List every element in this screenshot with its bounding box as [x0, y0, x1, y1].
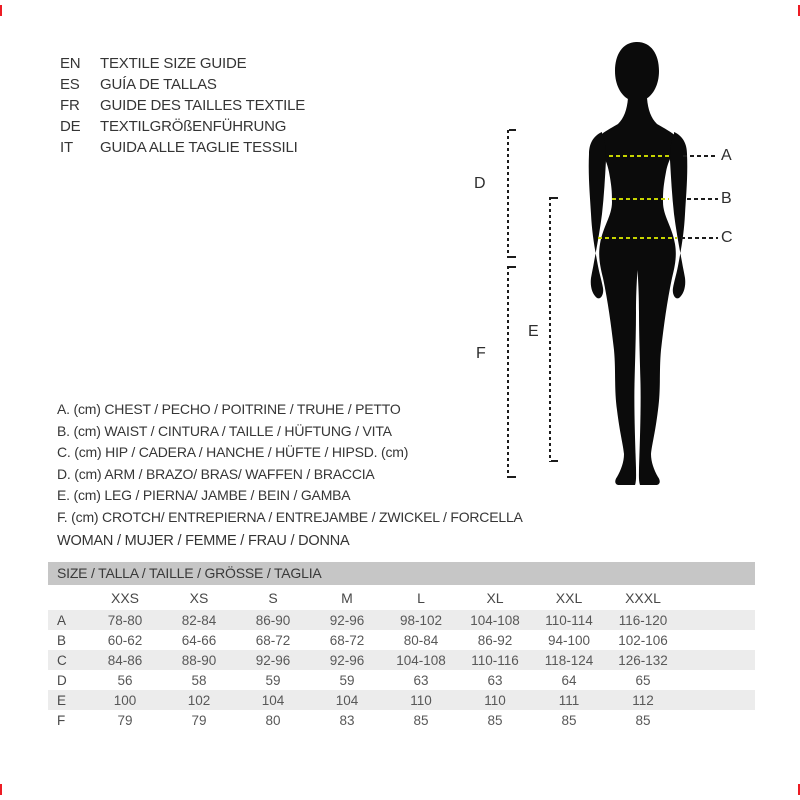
size-value-cell: 86-90 — [255, 612, 291, 628]
woman-silhouette — [578, 38, 698, 498]
size-column-header: XL — [486, 589, 504, 606]
marker-label-d: D — [474, 175, 486, 192]
size-table-header-bar: SIZE / TALLA / TAILLE / GRÖSSE / TAGLIA — [48, 562, 755, 585]
marker-label-c: C — [721, 229, 733, 246]
measure-tick-f-top — [509, 266, 516, 268]
language-code: EN — [60, 55, 81, 72]
language-code: DE — [60, 118, 81, 135]
size-value-cell: 59 — [265, 672, 281, 688]
size-column-header: S — [268, 589, 278, 606]
size-value-cell: 111 — [558, 692, 580, 708]
marker-label-a: A — [721, 147, 732, 164]
corner-mark-top-left — [0, 5, 2, 16]
language-title: GUIDA ALLE TAGLIE TESSILI — [100, 139, 298, 156]
size-table-row — [48, 650, 755, 670]
size-column-header: XXL — [555, 589, 583, 606]
size-row-label: E — [57, 692, 67, 708]
size-value-cell: 104-108 — [396, 652, 446, 668]
size-column-header: XXXL — [625, 589, 661, 606]
size-value-cell: 116-120 — [618, 612, 668, 628]
measure-line-b-leader — [687, 198, 718, 200]
size-value-cell: 85 — [487, 712, 503, 728]
language-row — [60, 137, 305, 158]
size-row-label: B — [57, 632, 67, 648]
language-code: IT — [60, 139, 73, 156]
marker-label-e: E — [528, 323, 539, 340]
marker-label-b: B — [721, 190, 732, 207]
size-value-cell: 64-66 — [181, 632, 217, 648]
size-table — [48, 562, 755, 730]
size-table-row — [48, 630, 755, 650]
measurement-legend — [57, 399, 523, 528]
legend-line: E. (cm) LEG / PIERNA/ JAMBE / BEIN / GAMBA — [57, 487, 351, 503]
size-value-cell: 102 — [187, 692, 211, 708]
language-row — [60, 116, 305, 137]
size-value-cell: 102-106 — [618, 632, 668, 648]
measure-line-c-accent — [598, 237, 677, 239]
size-column-header: XXS — [110, 589, 139, 606]
size-table-row — [48, 670, 755, 690]
legend-line: A. (cm) CHEST / PECHO / POITRINE / TRUHE / PETTO — [57, 401, 401, 417]
size-value-cell: 58 — [191, 672, 207, 688]
size-value-cell: 110 — [484, 692, 506, 708]
language-title: TEXTILGRÖßENFÜHRUNG — [100, 118, 287, 135]
measure-tick-d-bottom — [509, 256, 516, 258]
measure-line-e — [549, 197, 551, 462]
size-value-cell: 104 — [335, 692, 359, 708]
language-title-list — [60, 53, 305, 158]
size-value-cell: 104-108 — [470, 612, 520, 628]
size-value-cell: 79 — [191, 712, 207, 728]
measure-line-a-leader — [683, 155, 717, 157]
size-value-cell: 104 — [261, 692, 285, 708]
language-row — [60, 95, 305, 116]
size-value-cell: 79 — [117, 712, 133, 728]
size-value-cell: 64 — [561, 672, 577, 688]
size-value-cell: 63 — [487, 672, 503, 688]
size-value-cell: 118-124 — [544, 652, 594, 668]
language-title: TEXTILE SIZE GUIDE — [100, 55, 247, 72]
marker-label-f: F — [476, 345, 486, 362]
size-value-cell: 98-102 — [399, 612, 443, 628]
size-row-label: D — [57, 672, 67, 688]
size-value-cell: 60-62 — [107, 632, 143, 648]
size-value-cell: 80 — [265, 712, 281, 728]
size-table-columns-row — [48, 585, 755, 610]
size-row-label: F — [57, 712, 66, 728]
size-value-cell: 100 — [113, 692, 137, 708]
size-value-cell: 88-90 — [181, 652, 217, 668]
size-table-row — [48, 710, 755, 730]
size-value-cell: 63 — [413, 672, 429, 688]
size-value-cell: 85 — [635, 712, 651, 728]
measure-tick-e-top — [551, 197, 558, 199]
size-value-cell: 110-114 — [545, 612, 593, 628]
size-value-cell: 92-96 — [255, 652, 291, 668]
size-column-header: L — [417, 589, 425, 606]
size-value-cell: 112 — [632, 692, 654, 708]
size-value-cell: 56 — [117, 672, 133, 688]
measure-line-a-accent — [609, 155, 671, 157]
size-value-cell: 68-72 — [329, 632, 365, 648]
language-row — [60, 74, 305, 95]
legend-line: C. (cm) HIP / CADERA / HANCHE / HÜFTE / HIPSD. (cm) — [57, 444, 409, 460]
woman-silhouette-svg — [578, 38, 698, 498]
language-title: GUIDE DES TAILLES TEXTILE — [100, 97, 306, 114]
legend-line: D. (cm) ARM / BRAZO/ BRAS/ WAFFEN / BRACCIA — [57, 465, 375, 482]
size-value-cell: 80-84 — [403, 632, 439, 648]
size-value-cell: 110 — [410, 692, 432, 708]
corner-mark-bottom-left — [0, 784, 2, 795]
size-value-cell: 110-116 — [471, 652, 519, 668]
size-value-cell: 126-132 — [618, 652, 668, 668]
size-value-cell: 68-72 — [255, 632, 291, 648]
size-value-cell: 92-96 — [329, 612, 365, 628]
measure-tick-d-top — [509, 129, 516, 131]
size-column-header: XS — [189, 589, 209, 606]
language-code: FR — [60, 97, 80, 114]
measure-line-c-leader — [681, 237, 718, 239]
size-row-label: C — [57, 652, 67, 668]
size-value-cell: 92-96 — [329, 652, 365, 668]
size-value-cell: 83 — [339, 712, 355, 728]
size-value-cell: 59 — [339, 672, 355, 688]
gender-heading: WOMAN / MUJER / FEMME / FRAU / DONNA — [57, 533, 350, 549]
size-value-cell: 85 — [561, 712, 577, 728]
size-value-cell: 82-84 — [181, 612, 217, 628]
language-title: GUÍA DE TALLAS — [100, 76, 217, 93]
size-column-header: M — [341, 589, 353, 606]
size-table-row — [48, 690, 755, 710]
size-row-label: A — [57, 612, 67, 628]
size-value-cell: 84-86 — [107, 652, 143, 668]
size-table-body — [48, 610, 755, 730]
size-table-row — [48, 610, 755, 630]
language-code: ES — [60, 76, 80, 93]
language-row — [60, 53, 305, 74]
measure-line-d — [507, 130, 509, 258]
size-value-cell: 86-92 — [477, 632, 513, 648]
measure-line-b-accent — [612, 198, 669, 200]
measure-tick-e-bottom — [551, 460, 558, 462]
legend-line: F. (cm) CROTCH/ ENTREPIERNA / ENTREJAMBE / ZWICKEL / FORCELLA — [57, 508, 523, 525]
legend-line: B. (cm) WAIST / CINTURA / TAILLE / HÜFTUNG / VITA — [57, 422, 392, 439]
size-value-cell: 85 — [413, 712, 429, 728]
size-value-cell: 65 — [635, 672, 651, 688]
size-value-cell: 78-80 — [107, 612, 143, 628]
size-value-cell: 94-100 — [547, 632, 591, 648]
